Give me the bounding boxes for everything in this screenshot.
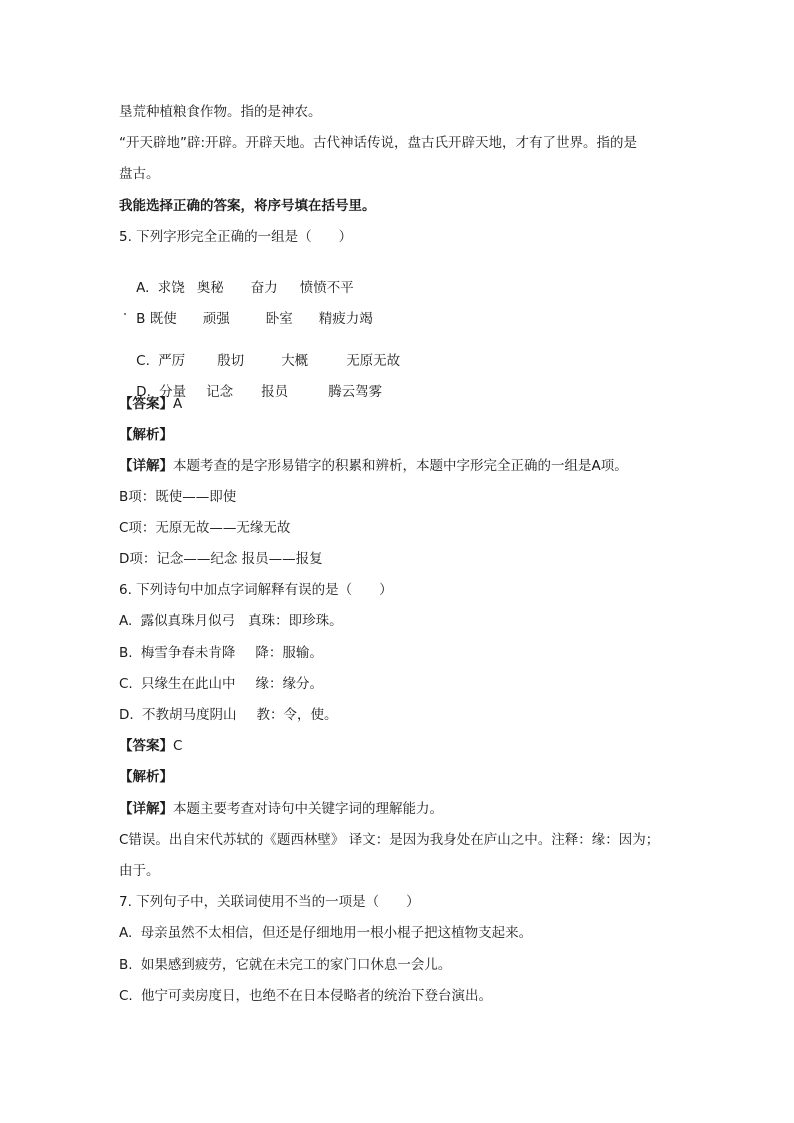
q5-option-b-word-4: 精疲力竭	[318, 311, 373, 327]
q6-option-d-label: D.	[119, 707, 138, 723]
q5-option-d-word-1: 分量	[159, 384, 187, 400]
q6-answer-tag: 【答案】	[119, 738, 173, 754]
q7-option-a-label: A.	[119, 925, 137, 941]
q5-option-c-word-1: 严厉	[158, 353, 186, 369]
intro-line-2: “开天辟地”辟:开辟。开辟天地。古代神话传说，盘古氏开辟天地，才有了世界。指的是	[119, 135, 638, 151]
q5-detail-text: 本题考查的是字形易错字的积累和辨析，本题中字形完全正确的一组是A项。	[173, 458, 628, 474]
q6-option-a-explain: 真珠：即珍珠。	[248, 613, 343, 629]
q5-option-c-word-2: 殷切	[217, 353, 245, 369]
q6-option-b-explain: 降：服输。	[255, 645, 323, 661]
q7-option-c-label: C.	[119, 988, 138, 1004]
q5-note-d: D项：记念——纪念 报员——报复	[119, 551, 323, 567]
q5-detail-tag: 【详解】	[119, 458, 173, 474]
q6-stem: 6. 下列诗句中加点字词解释有误的是（ ）	[119, 582, 393, 598]
q6-option-c	[119, 674, 684, 694]
q5-option-a-word-4: 愤愤不平	[299, 280, 354, 296]
q5-analysis	[119, 425, 684, 445]
stray-dot	[124, 313, 126, 315]
q5-analysis-tag: 【解析】	[119, 427, 173, 443]
q5-option-c-word-3: 大概	[281, 353, 309, 369]
q7-option-c-text: 他宁可卖房度日，也绝不在日本侵略者的统治下登台演出。	[141, 988, 493, 1004]
q6-option-a-text: 露似真珠月似弓	[140, 613, 236, 629]
q6-option-d-explain: 教：令，使。	[256, 707, 338, 723]
q5-option-b-word-2: 顽强	[202, 311, 230, 327]
q7-stem: 7. 下列句子中，关联词使用不当的一项是（ ）	[119, 894, 420, 910]
q7-option-c	[119, 986, 684, 1006]
q6-option-b-text: 梅雪争春未肯降	[140, 645, 236, 661]
q6-option-a-label: A.	[119, 613, 137, 629]
q5-answer-value: A	[173, 396, 183, 412]
q6-detail-tag: 【详解】	[119, 801, 173, 817]
q6-option-b	[119, 643, 684, 663]
q6-analysis-tag: 【解析】	[119, 769, 173, 785]
q6-explain-line-2: 由于。	[119, 863, 160, 879]
q6-detail	[119, 799, 684, 819]
q5-option-b-word-1: 既使	[149, 311, 177, 327]
q5-option-a-word-1: 求饶	[157, 280, 185, 296]
q5-answer	[119, 394, 684, 414]
q5-option-d-label: D.	[136, 384, 156, 400]
q6-option-c-label: C.	[119, 676, 138, 692]
q7-option-a-text: 母亲虽然不太相信，但还是仔细地用一根小棍子把这植物支起来。	[140, 925, 533, 941]
q6-option-a	[119, 611, 684, 631]
q6-explain-line-1: C错误。出自宋代苏轼的《题西林壁》 译文：是因为我身处在庐山之中。注释：缘：因为；	[119, 832, 660, 848]
q6-option-b-label: B.	[119, 645, 137, 661]
q7-option-a	[119, 923, 684, 943]
q5-option-a-label: A.	[136, 280, 154, 296]
q6-analysis	[119, 767, 684, 787]
q5-option-d-word-3: 报员	[261, 384, 289, 400]
q5-answer-tag: 【答案】	[119, 396, 173, 412]
q6-option-c-text: 只缘生在此山中	[141, 676, 236, 692]
intro-line-1: 垦荒种植粮食作物。指的是神农。	[119, 104, 322, 120]
q5-option-d-word-4: 腾云驾雾	[328, 384, 383, 400]
q6-option-d-text: 不教胡马度阴山	[141, 707, 237, 723]
q5-option-b-label: B	[136, 311, 150, 327]
intro-line-3: 盘古。	[119, 166, 160, 182]
q5-note-b: B项：既使——即使	[119, 489, 237, 505]
q5-option-b-word-3: 卧室	[265, 311, 293, 327]
section-instruction: 我能选择正确的答案，将序号填在括号里。	[119, 198, 376, 214]
q6-option-d	[119, 705, 684, 725]
q5-detail	[119, 456, 684, 476]
q6-answer	[119, 736, 684, 756]
q7-option-b-label: B.	[119, 957, 137, 973]
q5-option-d-word-2: 记念	[206, 384, 234, 400]
q5-option-a-word-3: 奋力	[250, 280, 278, 296]
q7-option-b-text: 如果感到疲劳，它就在未完工的家门口休息一会儿。	[140, 957, 452, 973]
q5-option-a-word-2: 奥秘	[196, 280, 224, 296]
q7-option-b	[119, 955, 684, 975]
q6-answer-value: C	[173, 738, 183, 754]
q5-stem: 5. 下列字形完全正确的一组是（ ）	[119, 229, 353, 245]
q5-note-c: C项：无原无故——无缘无故	[119, 520, 291, 536]
q5-option-c-label: C.	[136, 353, 155, 369]
q6-detail-text: 本题主要考查对诗句中关键字词的理解能力。	[173, 801, 443, 817]
q6-option-c-explain: 缘：缘分。	[255, 676, 324, 692]
q5-option-c-word-4: 无原无故	[346, 353, 401, 369]
